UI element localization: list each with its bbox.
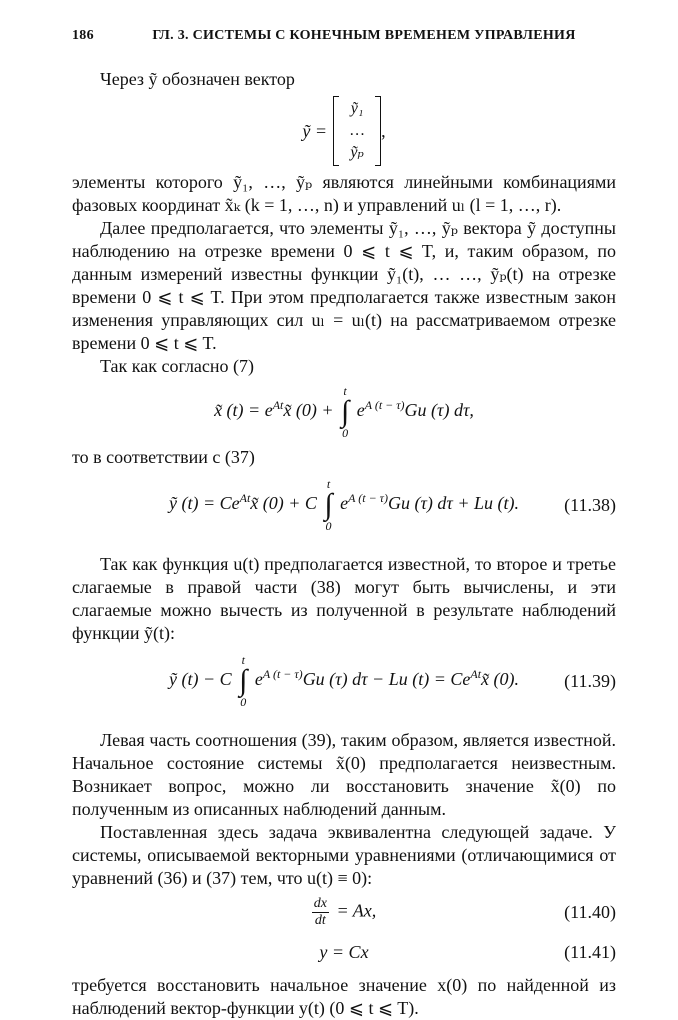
paragraph-8: Поставленная здесь задача эквивалентна следующей задаче. У системы, описываемой векторными уравнениями (отличающимися от уравнений (36) и (37) тем, что u(t) ≡ 0): <box>72 822 616 888</box>
eq7-mid: x̃ (0) + <box>283 400 334 421</box>
equation-11-38 <box>72 469 616 541</box>
page-number: 186 <box>72 28 94 43</box>
paragraph-3: Далее предполагается, что элементы ỹ₁, …, ỹₚ вектора ỹ доступны наблюдению на отрезке времени 0 ⩽ t ⩽ T, и, таким образом, по данным измерений известны функции ỹ₁(t), … …, ỹₚ(t) на отрезке времени 0 ⩽ t ⩽ T. При этом предполагается также известным закон изменения управляющих сил uₗ = uₗ(t) на рассматриваемом отрезке времени 0 ⩽ t ⩽ T. <box>72 218 616 353</box>
vector-lhs: ỹ = <box>302 120 328 141</box>
eq39-lhs: ỹ (t) − C <box>168 669 232 690</box>
paragraph-2: элементы которого ỹ₁, …, ỹₚ являются линейными комбинациями фазовых координат x̃ₖ (k = 1, …, n) и управлений uₗ (l = 1, …, r). <box>72 172 616 215</box>
paragraph-4: Так как согласно (7) <box>100 356 255 376</box>
equation-11-39 <box>72 645 616 717</box>
eq39-tail: x̃ (0). <box>481 669 520 690</box>
equation-number-11-41: (11.41) <box>564 941 616 962</box>
eq39-mid: Gu (τ) dτ − Lu (t) = Ce <box>302 669 471 690</box>
paragraph-1: Через ỹ обозначен вектор <box>100 69 295 89</box>
equation-number-11-38: (11.38) <box>564 494 616 515</box>
vector-matrix <box>333 96 381 166</box>
book-page <box>72 28 616 1020</box>
eq39-exp: At <box>470 667 482 682</box>
eq7-rhs-exp: A (t − τ) <box>364 398 405 413</box>
eq38-mid: x̃ (0) + C <box>250 493 317 514</box>
eq39-rhs: e <box>254 669 263 690</box>
eq41-body: y = Cx <box>319 941 369 962</box>
vector-item-1: ỹ₁ <box>350 100 364 117</box>
eq7-exp: At <box>272 398 284 413</box>
fraction-numerator: dx <box>313 895 327 911</box>
fraction-denominator: dt <box>314 912 326 928</box>
equation-11-41 <box>72 934 616 970</box>
eq38-lhs: ỹ (t) = Ce <box>168 493 240 514</box>
vector-item-3: ỹₚ <box>350 144 364 161</box>
eq7-rhs: e <box>356 400 365 421</box>
equation-11-40 <box>72 890 616 934</box>
running-header <box>72 28 616 54</box>
chapter-title: ГЛ. 3. СИСТЕМЫ С КОНЕЧНЫМ ВРЕМЕНЕМ УПРАВЛЕНИЯ <box>152 28 576 43</box>
vector-item-2: … <box>349 122 366 139</box>
eq39-rhs-exp: A (t − τ) <box>262 667 303 682</box>
integral-sign: t ∫ 0 <box>340 384 350 440</box>
eq38-exp: At <box>239 491 251 506</box>
vector-tail: , <box>381 120 386 141</box>
derivative-fraction <box>312 896 329 929</box>
integral-sign: t ∫ 0 <box>324 477 333 533</box>
equation-vector <box>72 91 616 171</box>
equation-7 <box>72 378 616 446</box>
eq38-rhs-exp: A (t − τ) <box>348 491 388 506</box>
eq38-tail: Gu (τ) dτ + Lu (t). <box>387 493 520 514</box>
paragraph-7: Левая часть соотношения (39), таким образом, является известной. Начальное состояние системы x̃(0) предполагается неизвестным. Возникает вопрос, можно ли восстановить значение x̃(0) по полученным из описанных наблюдений данным. <box>72 730 616 819</box>
eq40-rhs: = Ax, <box>336 900 377 921</box>
equation-number-11-40: (11.40) <box>564 901 616 922</box>
vector-column <box>339 96 375 166</box>
paragraph-6: Так как функция u(t) предполагается известной, то второе и третье слагаемые в правой части (38) могут быть вычислены, и эти слагаемые можно вычесть из полученной в результате наблюдений функции ỹ(t): <box>72 554 616 643</box>
eq7-tail: Gu (τ) dτ, <box>404 400 474 421</box>
integral-sign: t ∫ 0 <box>239 653 248 709</box>
paragraph-5: то в соответствии с (37) <box>72 447 255 467</box>
paragraph-9: требуется восстановить начальное значение x(0) по найденной из наблюдений вектор-функции y(t) (0 ⩽ t ⩽ T). <box>72 975 616 1018</box>
eq7-lhs: x̃ (t) = e <box>214 400 273 421</box>
equation-number-11-39: (11.39) <box>564 670 616 691</box>
eq38-rhs: e <box>340 493 349 514</box>
